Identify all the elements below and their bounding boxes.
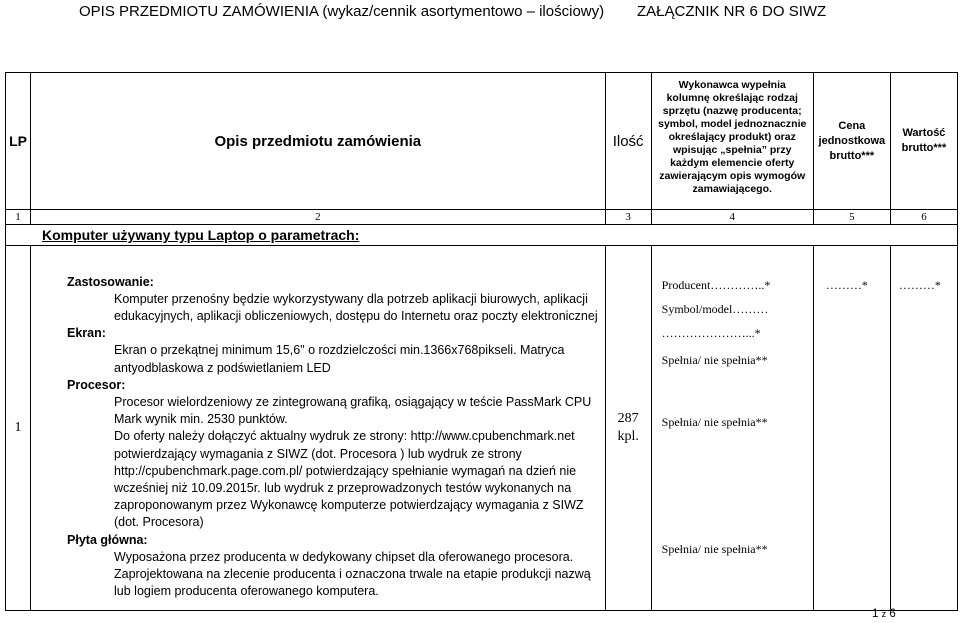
row-quantity: [605, 246, 651, 611]
header-value: Wartość brutto***: [890, 73, 957, 210]
section-head-processor: Procesor:: [67, 377, 126, 392]
value-field[interactable]: ………*: [898, 278, 941, 292]
header-unit-price: Cena jednostkowa brutto***: [813, 73, 890, 210]
page-header: [0, 3, 960, 23]
document-title: OPIS PRZEDMIOTU ZAMÓWIENIA (wykaz/cennik asortymentowo – ilościowy): [79, 3, 605, 20]
row-lp: 1: [6, 246, 31, 611]
column-number: 5: [813, 210, 890, 225]
column-number: 3: [605, 210, 651, 225]
header-executor: Wykonawca wypełnia kolumnę określając rodzaj sprzętu (nazwę producenta; symbol, model jednoznacznie określający produkt) oraz wpisując „spełnia” przy każdym elemencie oferty zawierającym opis wymogów zamawiającego.: [651, 73, 813, 210]
symbol-model-field[interactable]: Symbol/model………: [661, 302, 769, 316]
row-value: [890, 246, 957, 611]
page-number: [872, 608, 896, 620]
processor-text: Procesor wielordzeniowy ze zintegrowaną grafiką, osiągający w teście PassMark CPU Mark wynik min. 2530 punktów.: [114, 394, 592, 427]
section-title: Komputer używany typu Laptop o parametrach:: [6, 225, 958, 246]
column-number-row: [6, 210, 958, 225]
quantity-value: 287: [617, 411, 639, 426]
motherboard-compliance-field[interactable]: Spełnia/ nie spełnia**: [661, 542, 768, 556]
column-number: 4: [651, 210, 813, 225]
motherboard-text: Wyposażona przez producenta w dedykowany chipset dla oferowanego procesora. Zaprojektowana na zlecenie producenta i oznaczona trwale na etapie produkcji nazwą lub logiem producenta oferowanego komputera.: [114, 549, 591, 599]
column-number: 2: [31, 210, 606, 225]
annex-label: ZAŁĄCZNIK NR 6 DO SIWZ: [637, 3, 827, 20]
processor-requirements-text: Do oferty należy dołączyć aktualny wydruk ze strony: http://www.cpubenchmark.net potwierdzający wymagania z SIWZ (dot. Procesora ) lub wydruk ze strony http://cpubenchmark.page.com.pl/ potwierdzający spełnianie wymagań na dzień nie wcześniej niż 10.09.2015r. lub wydruk z przeprowadzonych testów wykonanych na zaproponowanym przez Wykonawcę komputerze potwierdzający wymagania z SIWZ (dot. Procesora): [114, 429, 584, 530]
screen-compliance-field[interactable]: Spełnia/ nie spełnia**: [661, 353, 768, 367]
header-description: Opis przedmiotu zamówienia: [31, 73, 606, 210]
page-total: 6: [889, 608, 896, 620]
table-header-row: [6, 73, 958, 210]
row-description: [31, 246, 606, 611]
header-lp: LP: [6, 73, 31, 210]
section-title-row: [6, 225, 958, 246]
header-quantity: Ilość: [605, 73, 651, 210]
usage-text: Komputer przenośny będzie wykorzystywany dla potrzeb aplikacji biurowych, aplikacji edukacyjnych, aplikacji obliczeniowych, dostępu do Internetu oraz poczty elektronicznej: [114, 291, 598, 323]
symbol-model-field-cont: …………………...*: [661, 326, 761, 340]
row-unit-price: [813, 246, 890, 611]
quantity-unit: kpl.: [617, 429, 639, 444]
section-head-motherboard: Płyta główna:: [67, 532, 148, 547]
row-executor: [651, 246, 813, 611]
screen-text: Ekran o przekątnej minimum 15,6" o rozdzielczości min.1366x768pikseli. Matryca antyodblaskowa z podświetlaniem LED: [114, 343, 565, 375]
order-table: [5, 72, 958, 611]
unit-price-field[interactable]: ………*: [825, 278, 868, 292]
section-head-screen: Ekran:: [67, 326, 106, 341]
column-number: 1: [6, 210, 31, 225]
table-row: [6, 246, 958, 611]
column-number: 6: [890, 210, 957, 225]
processor-compliance-field[interactable]: Spełnia/ nie spełnia**: [661, 415, 768, 429]
page-of: z: [881, 609, 887, 619]
page-current: 1: [872, 608, 879, 620]
producer-field[interactable]: Producent…………..*: [661, 278, 771, 292]
section-head-usage: Zastosowanie:: [67, 274, 154, 289]
